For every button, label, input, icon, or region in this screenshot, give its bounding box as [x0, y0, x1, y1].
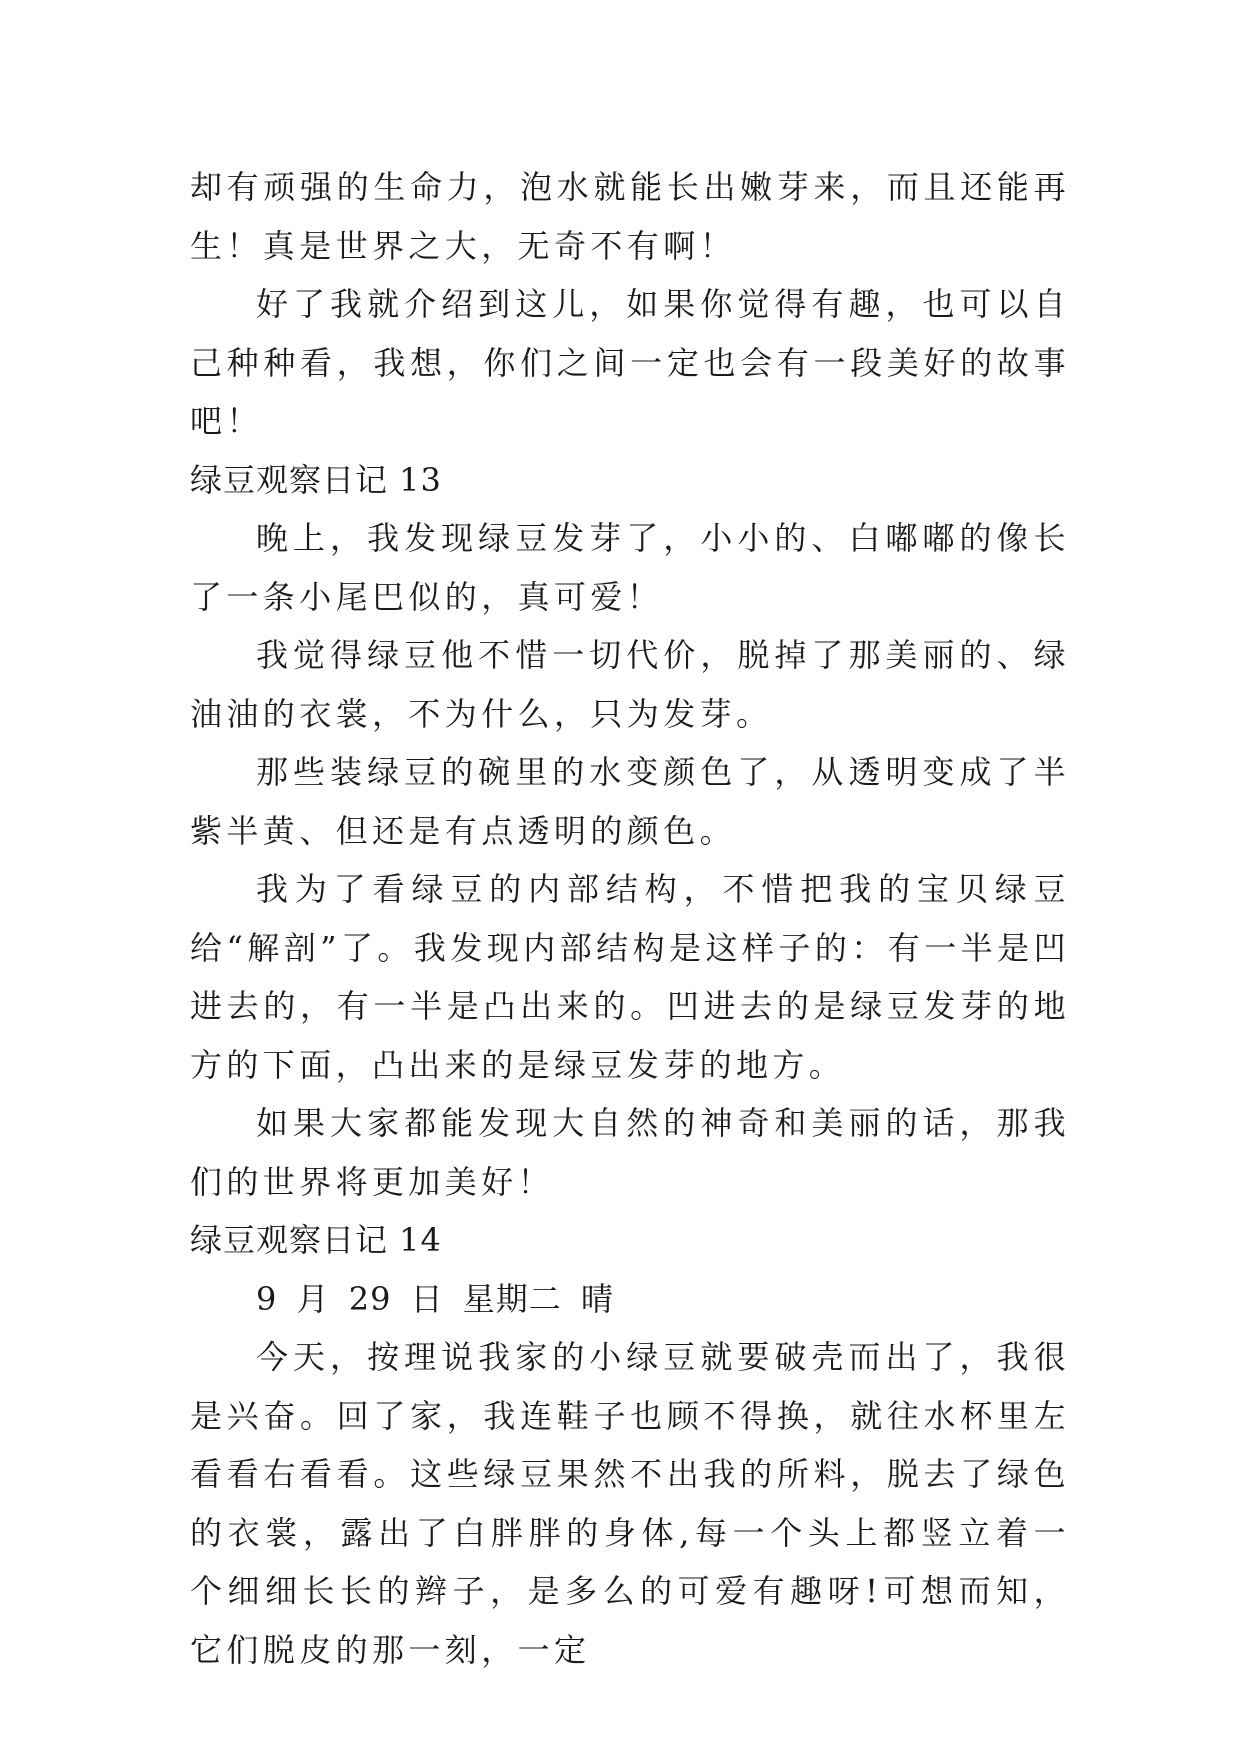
- paragraph: 如果大家都能发现大自然的神奇和美丽的话，那我们的世界将更加美好！: [190, 1104, 1070, 1201]
- paragraph: 我为了看绿豆的内部结构，不惜把我的宝贝绿豆给“解剖”了。我发现内部结构是这样子的：有一半是凹进去的，有一半是凸出来的。凹进去的是绿豆发芽的地方的下面，凸出来的是绿豆发芽的地方。: [190, 870, 1070, 1084]
- section-heading: 绿豆观察日记 14: [190, 1221, 442, 1259]
- section-heading: 绿豆观察日记 13: [190, 460, 442, 499]
- paragraph: 今天，按理说我家的小绿豆就要破壳而出了，我很是兴奋。回了家，我连鞋子也顾不得换，就往水杯里左看看右看看。这些绿豆果然不出我的所料，脱去了绿色的衣裳，露出了白胖胖的身体,每一个头上都竖立着一个细细长长的辫子，是多么的可爱有趣呀!可想而知，它们脱皮的那一刻，一定: [190, 1338, 1070, 1669]
- document-body: [190, 158, 1070, 1679]
- paragraph: 那些装绿豆的碗里的水变颜色了，从透明变成了半紫半黄、但还是有点透明的颜色。: [190, 753, 1070, 850]
- paragraph: 好了我就介绍到这儿，如果你觉得有趣，也可以自己种种看，我想，你们之间一定也会有一段美好的故事吧！: [190, 285, 1070, 440]
- paragraph: 却有顽强的生命力，泡水就能长出嫩芽来，而且还能再生！真是世界之大，无奇不有啊！: [190, 168, 1070, 265]
- paragraph: 我觉得绿豆他不惜一切代价，脱掉了那美丽的、绿油油的衣裳，不为什么，只为发芽。: [190, 636, 1070, 733]
- diary-date-line: 9 月 29 日 星期二 晴: [256, 1279, 614, 1318]
- paragraph: 晚上，我发现绿豆发芽了，小小的、白嘟嘟的像长了一条小尾巴似的，真可爱！: [190, 519, 1070, 616]
